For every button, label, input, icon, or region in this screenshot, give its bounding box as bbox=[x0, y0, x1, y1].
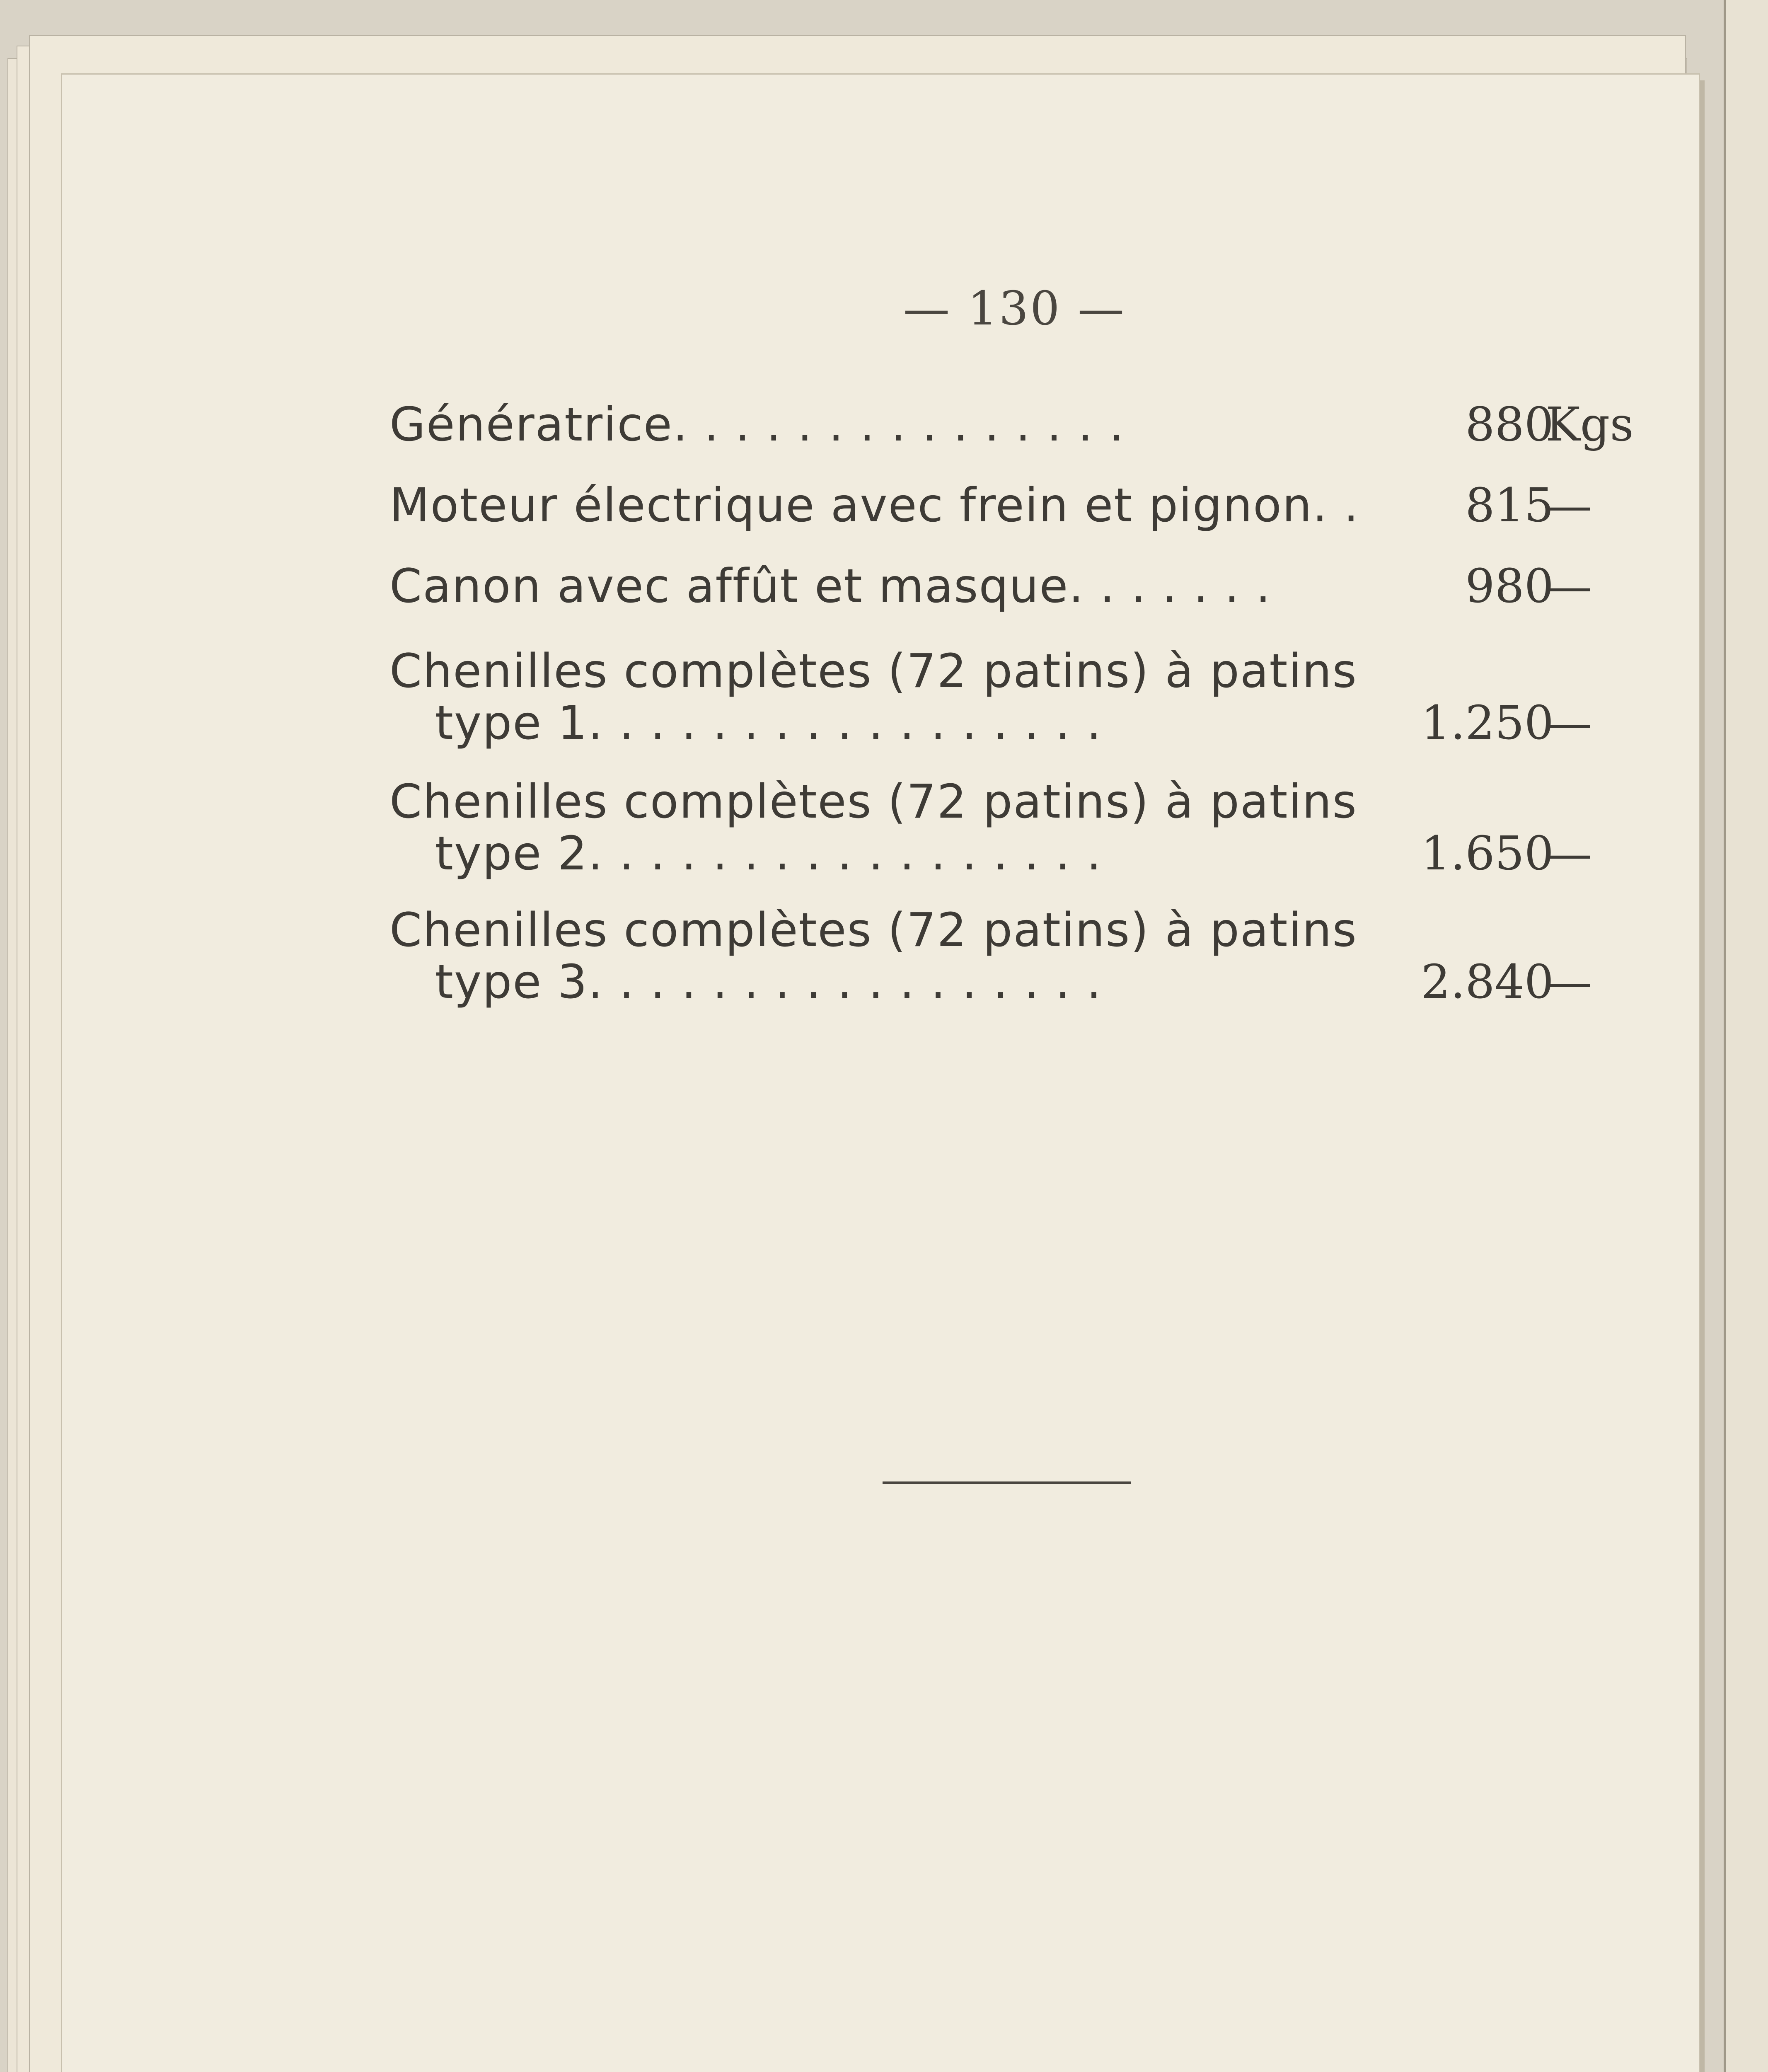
row-label: Chenilles complètes (72 patins) à patins bbox=[389, 903, 1357, 957]
book-page bbox=[62, 75, 1699, 2072]
row-value: 1.650 bbox=[1421, 827, 1554, 881]
row-unit: Kgs bbox=[1545, 398, 1634, 452]
row-label-continuation: type 2. . . . . . . . . . . . . . . . . bbox=[435, 827, 1102, 881]
section-separator bbox=[883, 1481, 1131, 1484]
row-label: Chenilles complètes (72 patins) à patins bbox=[389, 775, 1357, 829]
row-unit: — bbox=[1545, 827, 1592, 881]
adjacent-page-edge bbox=[1724, 0, 1768, 2072]
row-value: 815 bbox=[1465, 479, 1554, 533]
row-unit: — bbox=[1545, 559, 1592, 613]
row-value: 2.840 bbox=[1421, 955, 1554, 1009]
row-label: Chenilles complètes (72 patins) à patins bbox=[389, 644, 1357, 698]
row-label-continuation: type 3. . . . . . . . . . . . . . . . . bbox=[435, 955, 1102, 1009]
row-unit: — bbox=[1545, 479, 1592, 533]
row-unit: — bbox=[1545, 696, 1592, 750]
row-unit: — bbox=[1545, 955, 1592, 1009]
row-label: Canon avec affût et masque. . . . . . . bbox=[389, 559, 1272, 613]
row-label-continuation: type 1. . . . . . . . . . . . . . . . . bbox=[435, 696, 1102, 750]
row-value: 880 bbox=[1465, 398, 1554, 452]
row-label: Génératrice. . . . . . . . . . . . . . . bbox=[389, 398, 1125, 452]
row-label: Moteur électrique avec frein et pignon. . bbox=[389, 479, 1359, 533]
row-value: 1.250 bbox=[1421, 696, 1554, 750]
row-value: 980 bbox=[1465, 559, 1554, 613]
page-number: — 130 — bbox=[903, 282, 1126, 336]
